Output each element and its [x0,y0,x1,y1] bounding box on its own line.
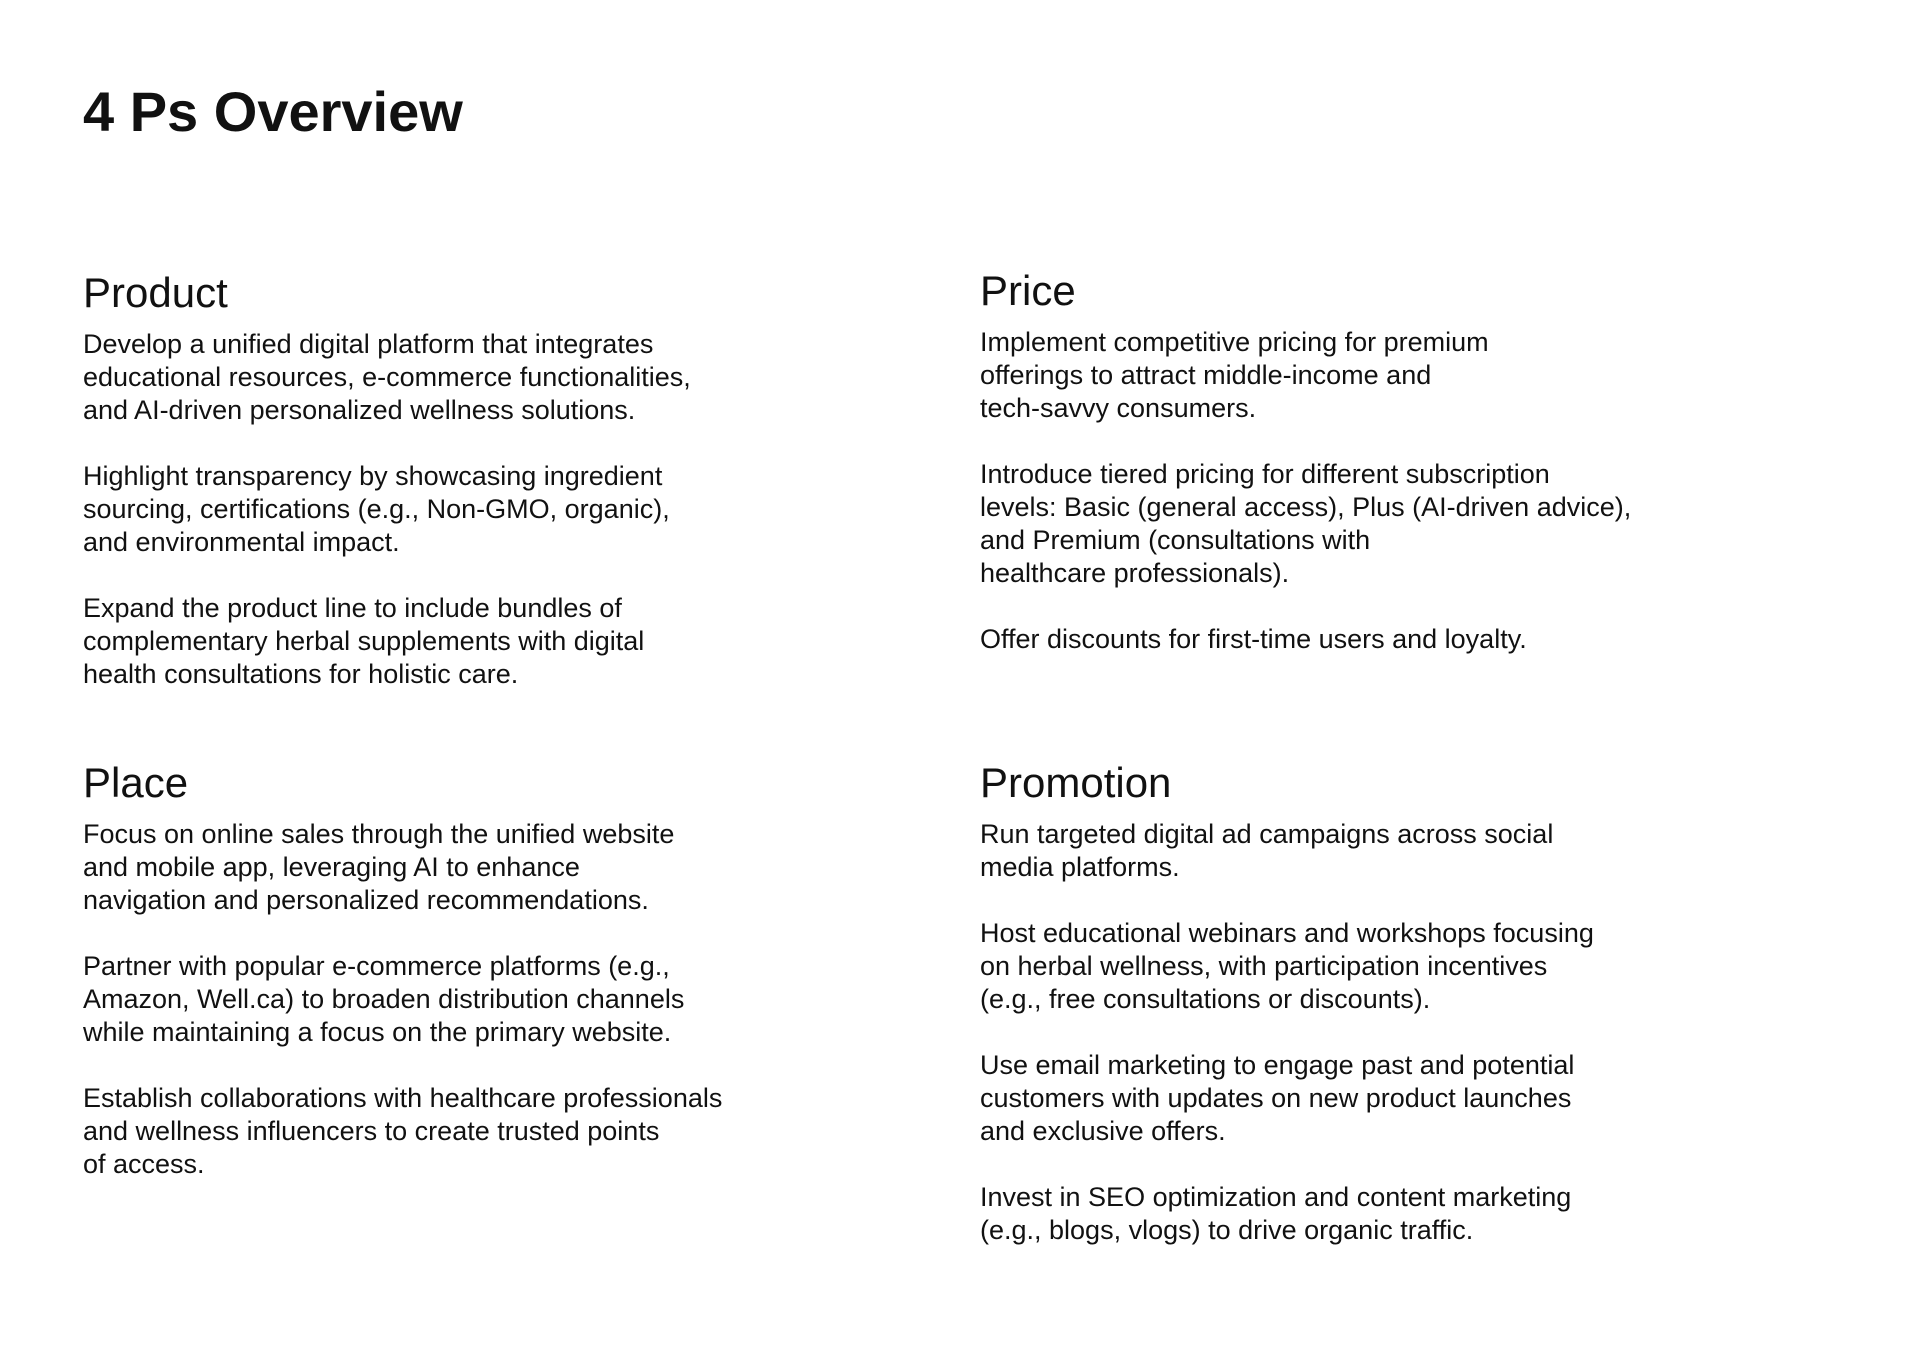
price-paragraph: Offer discounts for first-time users and loyalty. [980,624,1527,655]
promotion-paragraph: Run targeted digital ad campaigns across social media platforms. [980,819,1554,883]
price-heading: Price [980,267,1076,314]
product-paragraph: Develop a unified digital platform that integrates educational resources, e-commerce functionalities, and AI-driven personalized wellness solutions. [83,329,691,426]
product-paragraph: Highlight transparency by showcasing ingredient sourcing, certifications (e.g., Non-GMO, organic), and environmental impact. [83,461,670,558]
product-paragraph: Expand the product line to include bundles of complementary herbal supplements with digital health consultations for holistic care. [83,593,645,690]
promotion-paragraph: Host educational webinars and workshops focusing on herbal wellness, with participation incentives (e.g., free consultations or discounts). [980,918,1594,1015]
price-paragraph: Introduce tiered pricing for different subscription levels: Basic (general access), Plus (AI-driven advice), and Premium (consultations with healthcare professionals). [980,459,1632,589]
promotion-paragraph: Use email marketing to engage past and potential customers with updates on new product launches and exclusive offers. [980,1050,1575,1147]
promotion-paragraph: Invest in SEO optimization and content marketing (e.g., blogs, vlogs) to drive organic traffic. [980,1182,1572,1246]
price-section [980,266,1740,689]
place-paragraph: Focus on online sales through the unified website and mobile app, leveraging AI to enhance navigation and personalized recommendations. [83,819,675,916]
promotion-section [980,758,1740,1280]
place-heading: Place [83,759,189,806]
product-heading: Product [83,269,228,316]
place-section [83,758,843,1214]
place-paragraph: Partner with popular e-commerce platforms (e.g., Amazon, Well.ca) to broaden distribution channels while maintaining a focus on the primary website. [83,951,685,1048]
product-section [83,268,843,724]
place-paragraph: Establish collaborations with healthcare professionals and wellness influencers to create trusted points of access. [83,1083,723,1180]
promotion-heading: Promotion [980,759,1172,806]
price-paragraph: Implement competitive pricing for premium offerings to attract middle-income and tech-savvy consumers. [980,327,1489,424]
page-title: 4 Ps Overview [83,80,463,143]
